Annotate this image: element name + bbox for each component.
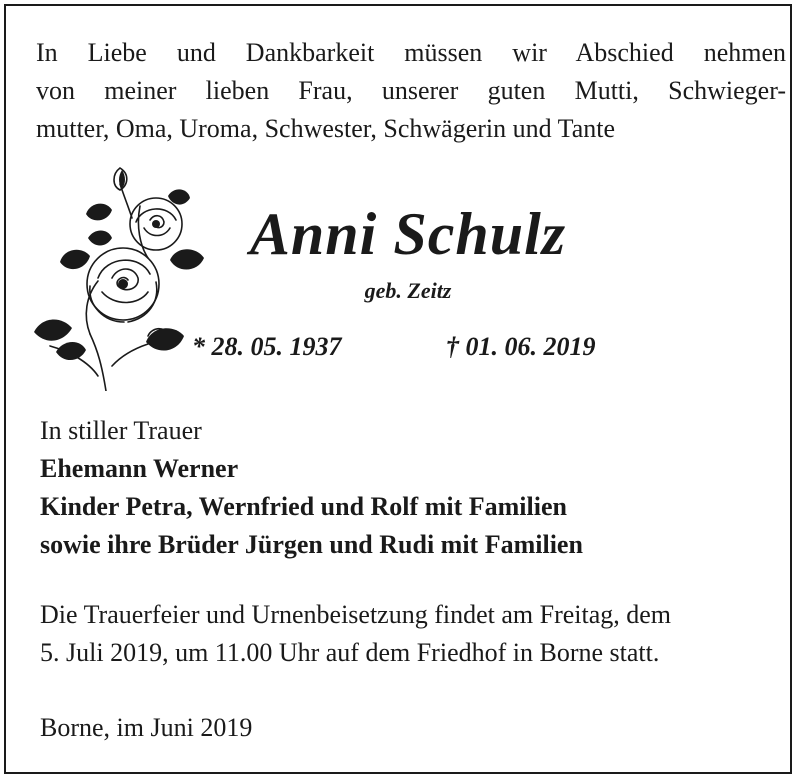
maiden-name: geb. Zeitz	[364, 278, 452, 303]
service-info	[40, 596, 780, 672]
intro-text	[36, 34, 786, 148]
rose-icon	[28, 166, 208, 391]
service-line: 5. Juli 2019, um 11.00 Uhr auf dem Friedhof in Borne statt.	[40, 638, 660, 667]
deceased-name: Anni Schulz	[249, 201, 567, 267]
mourners-heading: In stiller Trauer	[40, 416, 202, 445]
mourner-line: Kinder Petra, Wernfried und Rolf mit Familien	[40, 492, 567, 521]
intro-line: In Liebe und Dankbarkeit müssen wir Abschied nehmen	[36, 38, 786, 67]
mourner-line: Ehemann Werner	[40, 454, 239, 483]
intro-line: von meiner lieben Frau, unserer guten Mutti, Schwieger-	[36, 76, 786, 105]
mourner-line: sowie ihre Brüder Jürgen und Rudi mit Familien	[40, 530, 583, 559]
mourners-block	[40, 412, 780, 564]
place-date: Borne, im Juni 2019	[40, 713, 253, 742]
birth-date: * 28. 05. 1937	[192, 332, 342, 361]
service-line: Die Trauerfeier und Urnenbeisetzung findet am Freitag, dem	[40, 600, 672, 629]
intro-line: mutter, Oma, Uroma, Schwester, Schwägerin und Tante	[36, 114, 616, 143]
obituary-frame	[4, 4, 792, 774]
death-date: † 01. 06. 2019	[446, 332, 596, 361]
